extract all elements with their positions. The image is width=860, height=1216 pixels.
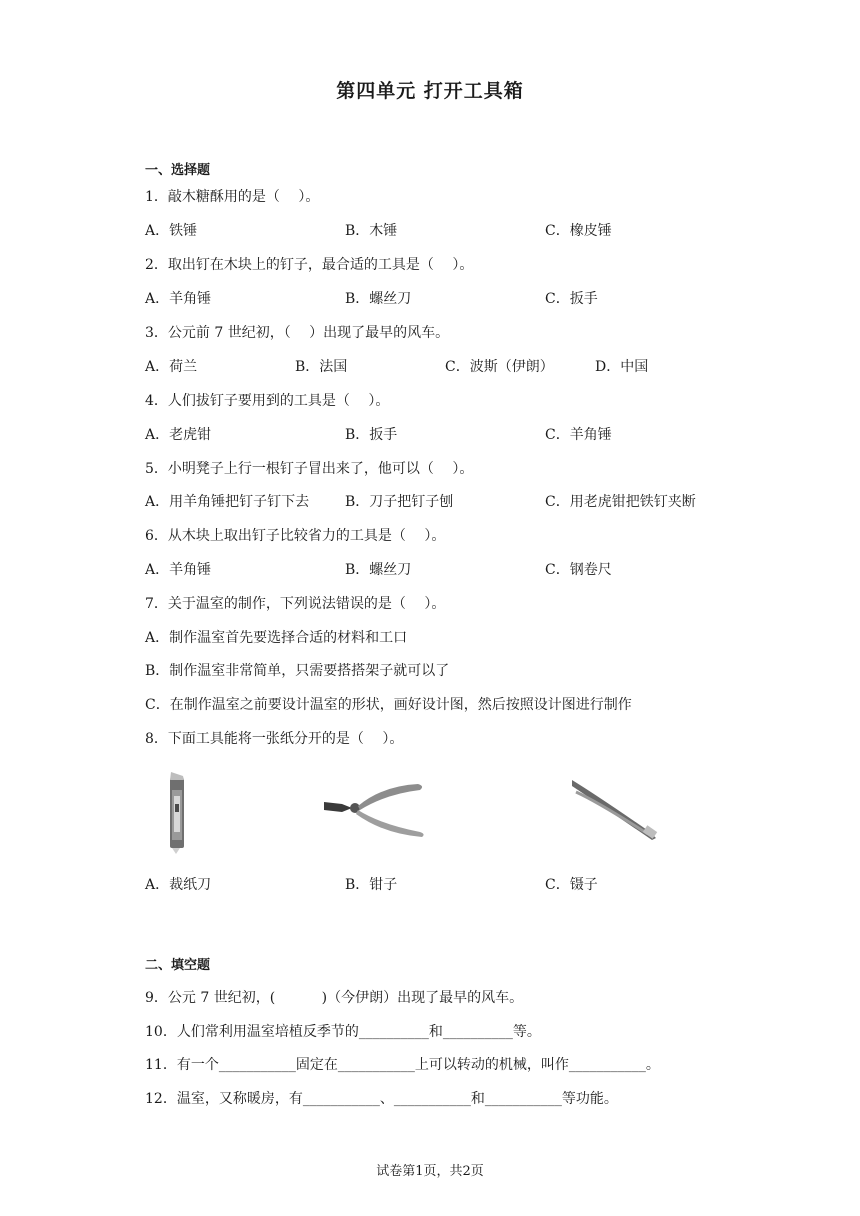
question-6-option-c: C．钢卷尺: [545, 562, 612, 578]
question-10-stem: 10．人们常利用温室培植反季节的__________和__________等。: [145, 1024, 541, 1040]
question-6-stem: 6．从木块上取出钉子比较省力的工具是（ ）。: [145, 528, 446, 544]
section-choice-heading: 一、选择题: [145, 163, 211, 178]
question-3-option-c: C．波斯（伊朗）: [445, 359, 554, 375]
question-2-option-a: A．羊角锤: [145, 291, 212, 307]
question-4-stem: 4．人们拔钉子要用到的工具是（ ）。: [145, 393, 390, 409]
question-12-stem: 12．温室，又称暖房，有___________、___________和___________等功能。: [145, 1091, 618, 1107]
question-4-option-c: C．羊角锤: [545, 427, 612, 443]
question-4-option-b: B．扳手: [345, 427, 398, 443]
question-2-option-b: B．螺丝刀: [345, 291, 412, 307]
question-3-option-a: A．荷兰: [145, 359, 198, 375]
question-8-option-a: A．裁纸刀: [145, 877, 212, 893]
question-7-option-b: B．制作温室非常简单，只需要搭搭架子就可以了: [145, 663, 450, 679]
question-5-option-b: B．刀子把钉子刨: [345, 494, 454, 510]
question-1-option-a: A．铁锤: [145, 223, 198, 239]
question-2-stem: 2．取出钉在木块上的钉子，最合适的工具是（ ）。: [145, 257, 474, 273]
tweezers-image: [568, 776, 660, 842]
question-8-stem: 8．下面工具能将一张纸分开的是（ ）。: [145, 731, 404, 747]
question-11-stem: 11．有一个___________固定在___________上可以转动的机械，叫作___________。: [145, 1057, 660, 1073]
question-1-option-b: B．木锤: [345, 223, 398, 239]
page-footer: 试卷第1页，共2页: [376, 1164, 484, 1179]
question-8-option-c: C．镊子: [545, 877, 598, 893]
question-7-stem: 7．关于温室的制作，下列说法错误的是（ ）。: [145, 596, 446, 612]
pliers-image: [322, 780, 428, 838]
question-5-stem: 5．小明凳子上行一根钉子冒出来了，他可以（ ）。: [145, 461, 474, 477]
question-5-option-a: A．用羊角锤把钉子钉下去: [145, 494, 310, 510]
question-7-option-a: A．制作温室首先要选择合适的材料和工口: [145, 630, 408, 646]
question-6-option-b: B．螺丝刀: [345, 562, 412, 578]
page-title: 第四单元 打开工具箱: [336, 80, 524, 102]
question-8-option-b: B．钳子: [345, 877, 398, 893]
question-3-option-d: D．中国: [595, 359, 649, 375]
question-1-stem: 1．敲木糖酥用的是（ ）。: [145, 189, 320, 205]
question-4-option-a: A．老虎钳: [145, 427, 212, 443]
question-2-option-c: C．扳手: [545, 291, 598, 307]
section-fill-heading: 二、填空题: [145, 958, 211, 973]
question-5-option-c: C．用老虎钳把铁钉夹断: [545, 494, 696, 510]
question-3-option-b: B．法国: [295, 359, 348, 375]
question-9-stem: 9．公元 7 世纪初，( )（今伊朗）出现了最早的风车。: [145, 990, 524, 1006]
question-3-stem: 3．公元前 7 世纪初，（ ）出现了最早的风车。: [145, 325, 450, 341]
question-7-option-c: C．在制作温室之前要设计温室的形状，画好设计图，然后按照设计图进行制作: [145, 697, 632, 713]
question-1-option-c: C．橡皮锤: [545, 223, 612, 239]
utility-knife-image: [162, 770, 192, 854]
question-6-option-a: A．羊角锤: [145, 562, 212, 578]
